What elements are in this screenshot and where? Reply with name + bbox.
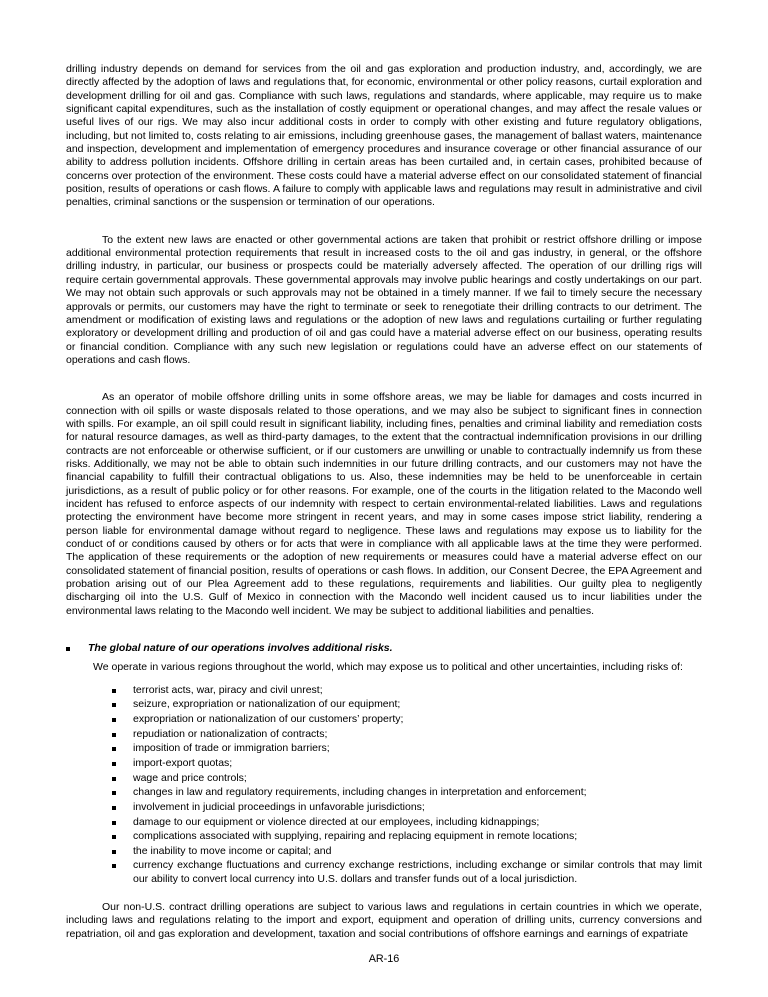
risk-intro: We operate in various regions throughout the world, which may expose us to political and other uncertainties, including risks of: xyxy=(93,661,683,674)
bullet-square-icon xyxy=(112,835,116,839)
bullet-square-icon xyxy=(112,718,116,722)
list-item xyxy=(112,786,702,799)
risk-bullet-list xyxy=(66,684,702,886)
list-item-text: expropriation or nationalization of our customers’ property; xyxy=(133,713,404,726)
list-item xyxy=(112,816,702,829)
bullet-square-icon xyxy=(112,703,116,707)
list-item-text: involvement in judicial proceedings in unfavorable jurisdictions; xyxy=(133,800,425,813)
list-item-text: currency exchange fluctuations and currency exchange restrictions, including exchange or similar controls that may limit our ability to convert local currency into U.S. dollars and transfer funds out of a local jurisdiction. xyxy=(133,859,702,885)
list-item-text: seizure, expropriation or nationalization of our equipment; xyxy=(133,698,401,711)
list-item-text: import-export quotas; xyxy=(133,756,233,769)
bullet-square-icon xyxy=(112,777,116,781)
list-item xyxy=(112,772,702,785)
list-item-text: complications associated with supplying, repairing and replacing equipment in remote locations; xyxy=(133,830,578,843)
list-item xyxy=(112,742,702,755)
list-item-text: imposition of trade or immigration barriers; xyxy=(133,742,330,755)
bullet-square-icon xyxy=(112,791,116,795)
paragraph-continuation: drilling industry depends on demand for services from the oil and gas exploration and production industry, and, accordingly, we are directly affected by the adoption of laws and regulations that, for economic, environmental or other policy reasons, curtail exploration and development drilling for oil and gas. Compliance with such laws, regulations and standards, where applicable, may require us to make significant capital expenditures, such as the installation of costly equipment or operational changes, and may affect the resale values or useful lives of our rigs. We may also incur additional costs in order to comply with other existing and future regulatory obligations, including, but not limited to, costs relating to air emissions, including greenhouse gases, the management of ballast waters, maintenance and inspection, development and implementation of emergency procedures and insurance coverage or other financial assurance of our ability to address pollution incidents. Offshore drilling in certain areas has been curtailed and, in certain cases, prohibited because of concerns over protection of the environment. These costs could have a material adverse effect on our consolidated statement of financial position, results of operations or cash flows. A failure to comply with applicable laws and regulations may result in administrative and civil penalties, criminal sanctions or the suspension or termination of our operations. xyxy=(66,63,702,209)
page-body xyxy=(66,63,702,941)
list-item-text: damage to our equipment or violence directed at our employees, including kidnappings; xyxy=(133,815,540,828)
bullet-square-icon xyxy=(112,864,116,868)
bullet-square-icon xyxy=(112,850,116,854)
risk-heading-text: The global nature of our operations involves additional risks. xyxy=(88,642,393,655)
paragraph: As an operator of mobile offshore drilling units in some offshore areas, we may be liable for damages and costs incurred in connection with oil spills or waste disposals related to those operations, and we may also be subject to significant fines in connection with spills. For example, an oil spill could result in significant liability, including fines, penalties and criminal liability and remediation costs for natural resource damages, as well as third-party damages, to the extent that the contractual indemnification provisions in our drilling contracts are not enforceable or otherwise sufficient, or if our customers are unwilling or unable to contractually indemnify us from these risks. Additionally, we may not be able to obtain such indemnities in our future drilling contracts, and our customers may not have the financial capability to fulfill their contractual obligations to us. Also, these indemnities may be held to be unenforceable in certain jurisdictions, as a result of public policy or for other reasons. For example, one of the courts in the litigation related to the Macondo well incident has refused to enforce aspects of our indemnity with respect to certain environmental-related liabilities. Laws and regulations protecting the environment have become more stringent in recent years, and may in some cases impose strict liability, rendering a person liable for environmental damage without regard to negligence. These laws and regulations may expose us to liability for the conduct of or conditions caused by others or for acts that were in compliance with all applicable laws at the time they were performed. The application of these requirements or the adoption of new requirements or measures could have a material adverse effect on our consolidated statement of financial position, results of operations or cash flows. In addition, our Consent Decree, the EPA Agreement and probation arising out of our Plea Agreement add to these regulations, requirements and liabilities. Our guilty plea to negligently discharging oil into the U.S. Gulf of Mexico in connection with the Macondo well incident caused us to incur liabilities under the environmental laws relating to the Macondo well incident. We may be subject to additional liabilities and penalties. xyxy=(66,391,703,617)
list-item-text: wage and price controls; xyxy=(133,771,247,784)
paragraph: Our non-U.S. contract drilling operations are subject to various laws and regulations in certain countries in which we operate, including laws and regulations relating to the import and export, equipment and operation of drilling units, currency conversions and repatriation, oil and gas exploration and development, taxation and social contributions of offshore earnings and earnings of expatriate xyxy=(66,901,702,940)
list-item xyxy=(112,859,702,886)
bullet-square-icon xyxy=(112,689,116,693)
list-item xyxy=(112,698,702,711)
list-item xyxy=(112,684,702,697)
bullet-square-icon xyxy=(112,806,116,810)
list-item-text: terrorist acts, war, piracy and civil unrest; xyxy=(133,683,323,696)
bullet-square-icon xyxy=(112,821,116,825)
list-item-text: the inability to move income or capital; and xyxy=(133,844,332,857)
list-item-text: changes in law and regulatory requirements, including changes in interpretation and enforcement; xyxy=(133,786,587,799)
bullet-square-icon xyxy=(66,647,70,651)
risk-heading-row xyxy=(66,642,702,655)
page-number: AR-16 xyxy=(368,953,400,965)
list-item xyxy=(112,728,702,741)
list-item xyxy=(112,801,702,814)
bullet-square-icon xyxy=(112,747,116,751)
list-item xyxy=(112,713,702,726)
paragraph: To the extent new laws are enacted or other governmental actions are taken that prohibit or restrict offshore drilling or impose additional environmental protection requirements that result in increased costs to the oil and gas industry, in general, or the offshore drilling industry, in particular, our business or prospects could be materially adversely affected. The operation of our drilling rigs will require certain governmental approvals. These governmental approvals may involve public hearings and costly undertakings on our part. We may not obtain such approvals or such approvals may not be obtained in a timely manner. If we fail to timely secure the necessary approvals or permits, our customers may have the right to terminate or seek to renegotiate their drilling contracts to our detriment. The amendment or modification of existing laws and regulations or the adoption of new laws and regulations curtailing or further regulating exploratory or development drilling and production of oil and gas could have a material adverse effect on our business, operating results or financial condition. Compliance with any such new legislation or regulations could have an adverse effect on our statements of operations and cash flows. xyxy=(66,233,702,366)
list-item-text: repudiation or nationalization of contracts; xyxy=(133,727,328,740)
bullet-square-icon xyxy=(112,762,116,766)
risk-section xyxy=(66,642,702,941)
bullet-square-icon xyxy=(112,733,116,737)
list-item xyxy=(112,830,702,843)
list-item xyxy=(112,845,702,858)
list-item xyxy=(112,757,702,770)
